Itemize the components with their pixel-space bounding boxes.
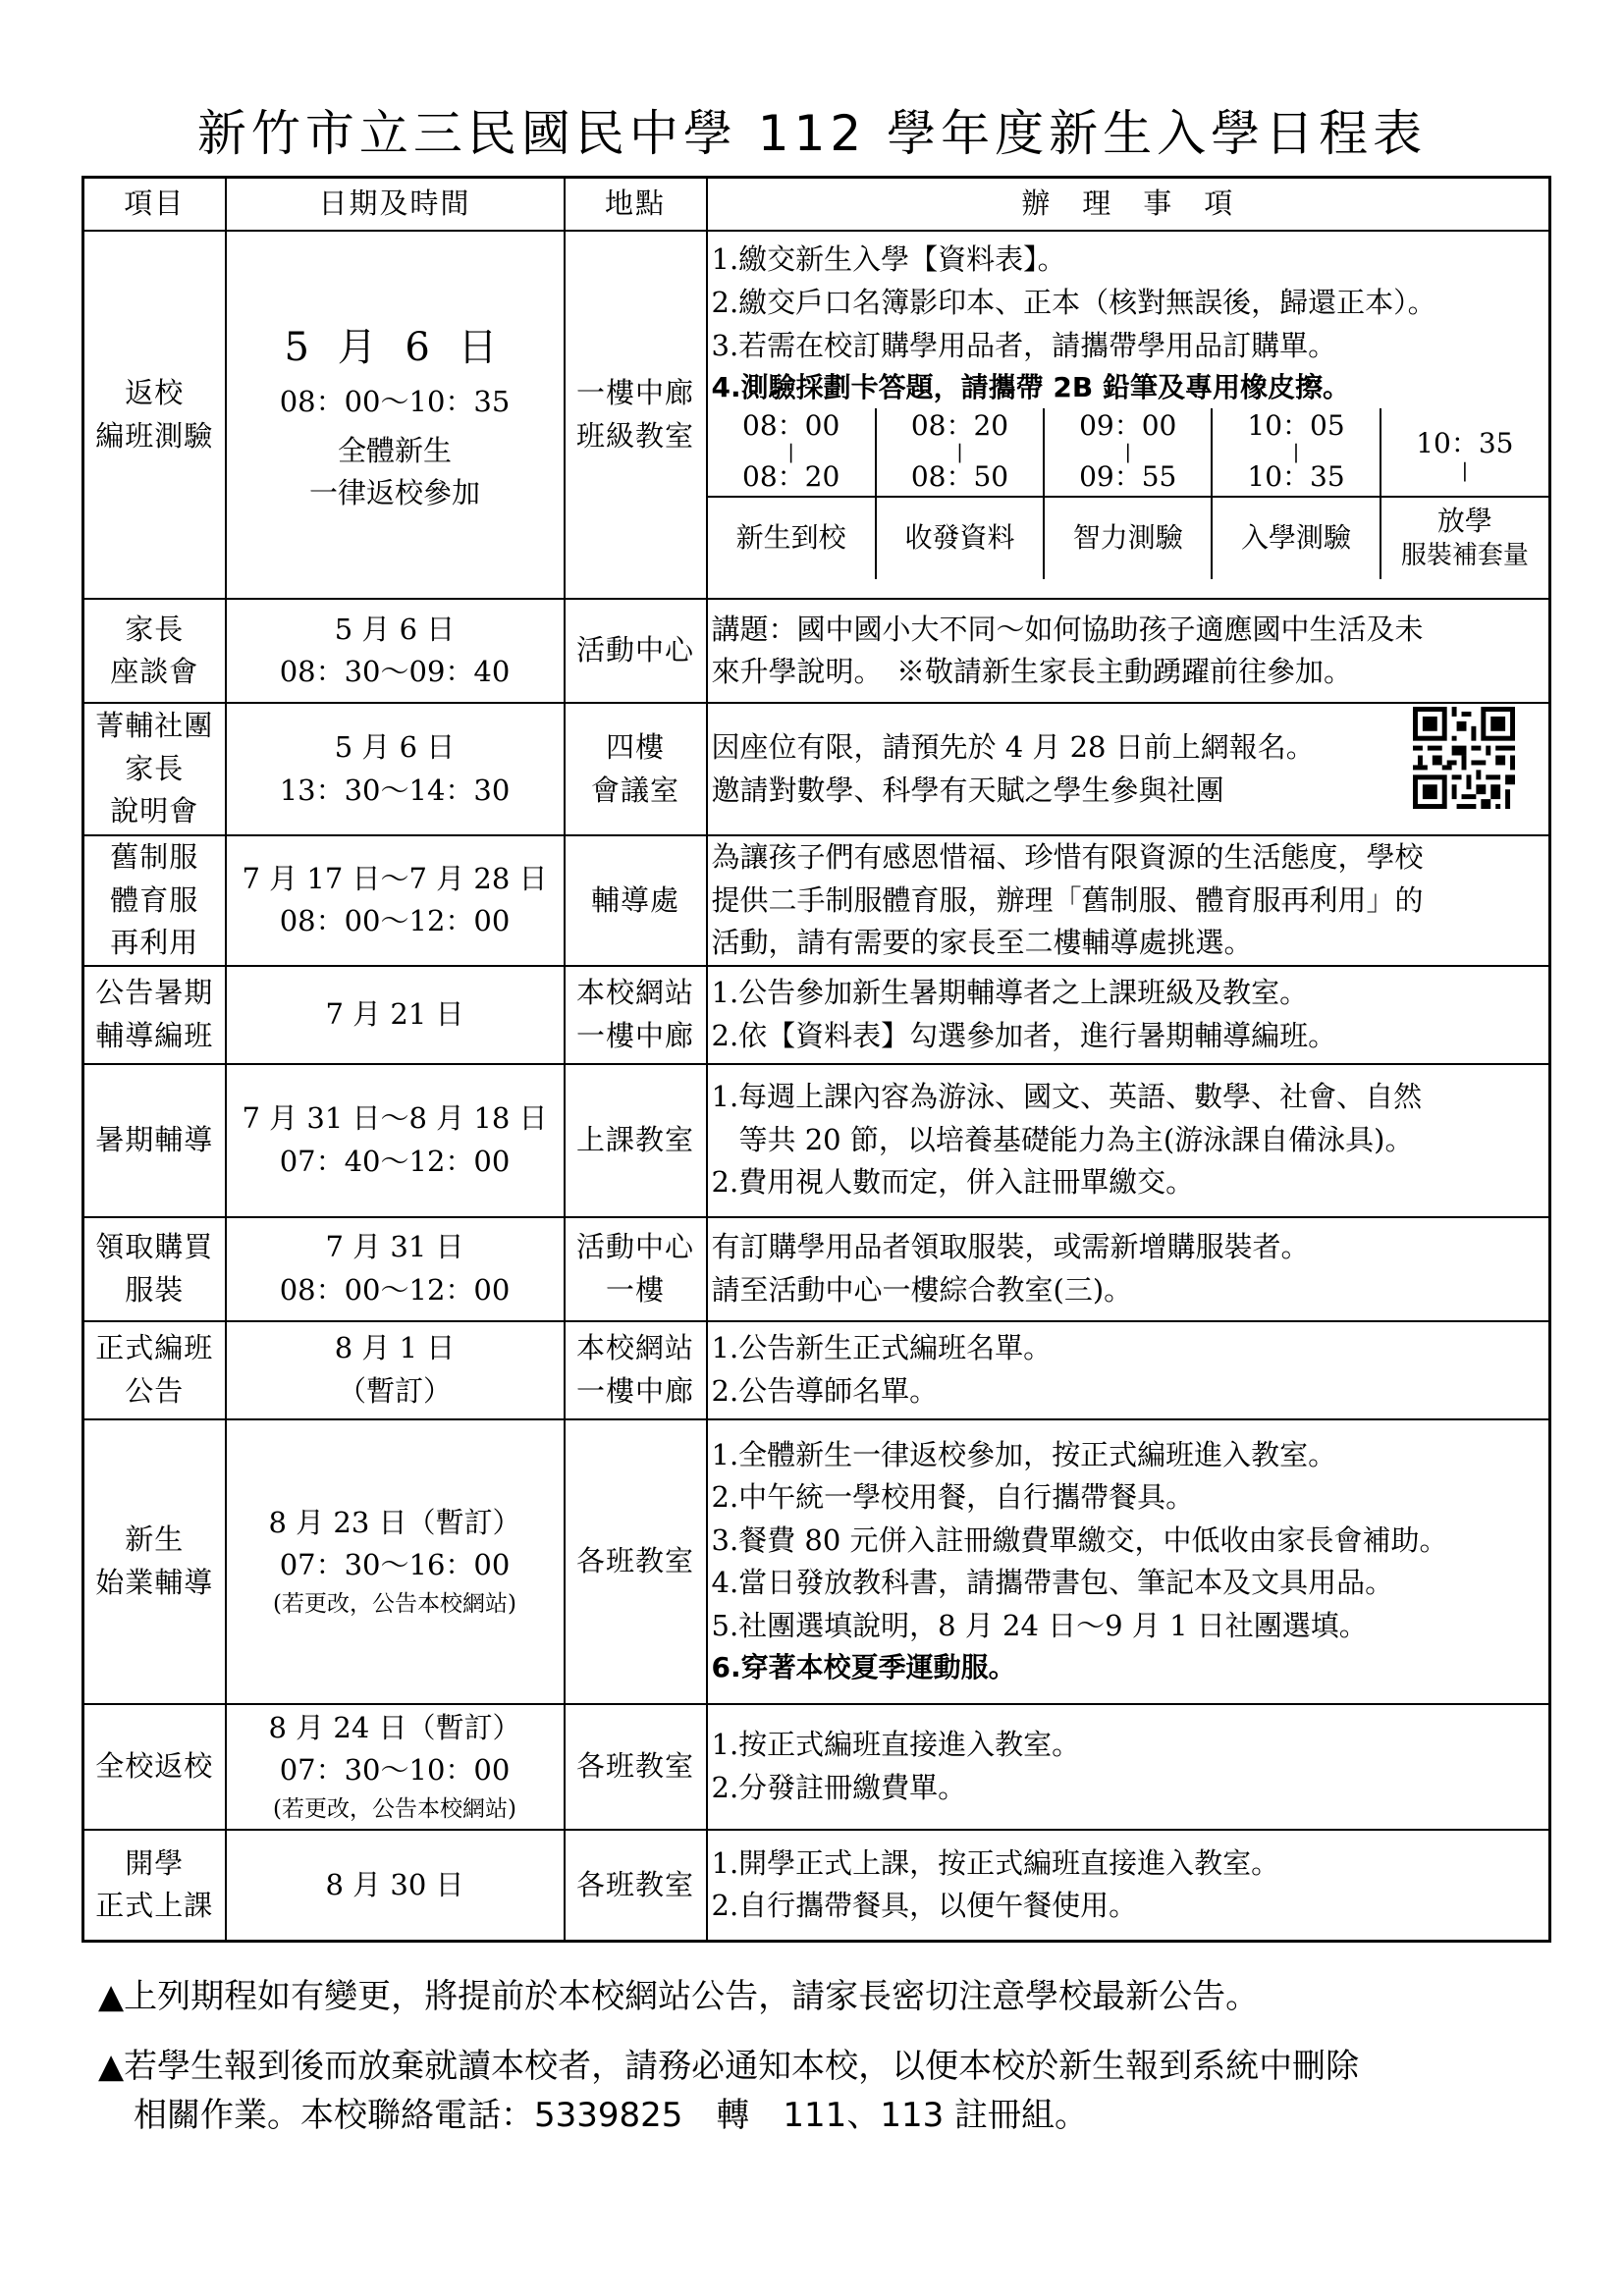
row-date: 7 月 21 日 (226, 966, 565, 1064)
timeline-table (708, 408, 1549, 579)
row-details: 因座位有限，請預先於 4 月 28 日前上網報名。 邀請對數學、科學有天賦之學生參與社團 (707, 703, 1550, 835)
header-location: 地點 (565, 178, 707, 232)
row-item: 正式編班 公告 (83, 1321, 226, 1419)
row-location: 本校網站 一樓中廊 (565, 966, 707, 1064)
row-item: 家長 座談會 (83, 599, 226, 703)
timeline-activity: 入學測驗 (1212, 497, 1380, 579)
table-row (83, 835, 1550, 966)
table-row (83, 1064, 1550, 1217)
row-date: 7 月 31 日 08：00～12：00 (226, 1217, 565, 1321)
note-schedule-change: ▲上列期程如有變更，將提前於本校網站公告，請家長密切注意學校最新公告。 (98, 1977, 1260, 2016)
row-details: 1.公告新生正式編班名單。 2.公告導師名單。 (707, 1321, 1550, 1419)
row-location: 上課教室 (565, 1064, 707, 1217)
table-row (83, 1830, 1550, 1942)
table-row (83, 599, 1550, 703)
row-date: 7 月 17 日～7 月 28 日 08：00～12：00 (226, 835, 565, 966)
timeline-activity: 收發資料 (876, 497, 1044, 579)
header-item: 項目 (83, 178, 226, 232)
row-item: 領取購買 服裝 (83, 1217, 226, 1321)
timeline-activity: 放學 服裝補套量 (1380, 497, 1548, 579)
row-details: 1.全體新生一律返校參加，按正式編班進入教室。 2.中午統一學校用餐，自行攜帶餐具。 3.餐費 80 元併入註冊繳費單繳交，中低收由家長會補助。 4.當日發放教科書，請攜帶書包、筆記本及文具用品。 5.社團選填說明，8 月 24 日～9 月 1 日社團選填。 6.穿著本校夏季運動服。 (707, 1419, 1550, 1704)
row-location: 各班教室 (565, 1419, 707, 1704)
row-location: 本校網站 一樓中廊 (565, 1321, 707, 1419)
row-date: 7 月 31 日～8 月 18 日 07：40～12：00 (226, 1064, 565, 1217)
row-item: 全校返校 (83, 1704, 226, 1830)
row-date: 5 月 6 日 13：30～14：30 (226, 703, 565, 835)
table-row (83, 1704, 1550, 1830)
row-item: 菁輔社團 家長 說明會 (83, 703, 226, 835)
row-details: 1.按正式編班直接進入教室。 2.分發註冊繳費單。 (707, 1704, 1550, 1830)
row-details: 1.開學正式上課，按正式編班直接進入教室。 2.自行攜帶餐具，以便午餐使用。 (707, 1830, 1550, 1942)
table-row (83, 703, 1550, 835)
table-row (83, 231, 1550, 599)
row-item: 公告暑期 輔導編班 (83, 966, 226, 1064)
footnotes (98, 1973, 1571, 2140)
row-location: 活動中心 (565, 599, 707, 703)
row-item: 開學 正式上課 (83, 1830, 226, 1942)
note-withdrawal: ▲若學生報到後而放棄就讀本校者，請務必通知本校，以便本校於新生報到系統中刪除 相關作業。本校聯絡電話：5339825 轉 111、113 註冊組。 (98, 2047, 1360, 2135)
row-details: 為讓孩子們有感恩惜福、珍惜有限資源的生活態度，學校 提供二手制服體育服，辦理「舊制服、體育服再利用」的 活動，請有需要的家長至二樓輔導處挑選。 (707, 835, 1550, 966)
qr-code-icon[interactable] (1413, 707, 1515, 809)
schedule-table (81, 176, 1551, 1943)
row-item: 暑期輔導 (83, 1064, 226, 1217)
timeline-slot: 09：00 | 09：55 (1044, 408, 1212, 497)
row-date: 5 月 6 日 08：00～10：35 全體新生 一律返校參加 (226, 231, 565, 599)
row-item: 返校 編班測驗 (83, 231, 226, 599)
row-date: 8 月 1 日 （暫訂） (226, 1321, 565, 1419)
page-title: 新竹市立三民國民中學 112 學年度新生入學日程表 (196, 105, 1428, 162)
row-details: 1.每週上課內容為游泳、國文、英語、數學、社會、自然 等共 20 節，以培養基礎能力為主(游泳課自備泳具)。 2.費用視人數而定，併入註冊單繳交。 (707, 1064, 1550, 1217)
row-location: 各班教室 (565, 1704, 707, 1830)
header-date: 日期及時間 (226, 178, 565, 232)
row-location: 一樓中廊 班級教室 (565, 231, 707, 599)
row-date: 8 月 24 日（暫訂） 07：30～10：00 (若更改，公告本校網站) (226, 1704, 565, 1830)
table-row (83, 1217, 1550, 1321)
table-row (83, 966, 1550, 1064)
row-details: 1.繳交新生入學【資料表】。 2.繳交戶口名簿影印本、正本（核對無誤後，歸還正本）。 3.若需在校訂購學用品者，請攜帶學用品訂購單。 4.測驗採劃卡答題，請攜帶 2B 鉛筆及專用橡皮擦。 08：00 | 08：20 08：20 | 08：50 09：00 | 09：55 10：05 | 10：35 10：35 | 新生到校 收發資料 智力測驗 入學測驗 放學 服裝補套量 (707, 231, 1550, 599)
row-location: 輔導處 (565, 835, 707, 966)
timeline-slot: 08：20 | 08：50 (876, 408, 1044, 497)
row-details: 有訂購學用品者領取服裝，或需新增購服裝者。 請至活動中心一樓綜合教室(三)。 (707, 1217, 1550, 1321)
row-date: 8 月 23 日（暫訂） 07：30～16：00 (若更改，公告本校網站) (226, 1419, 565, 1704)
table-row (83, 1419, 1550, 1704)
row-details: 講題：國中國小大不同～如何協助孩子適應國中生活及未 來升學說明。 ※敬請新生家長主動踴躍前往參加。 (707, 599, 1550, 703)
row-location: 四樓 會議室 (565, 703, 707, 835)
row-location: 各班教室 (565, 1830, 707, 1942)
header-details: 辦 理 事 項 (707, 178, 1550, 232)
timeline-slot: 08：00 | 08：20 (708, 408, 876, 497)
row-item: 新生 始業輔導 (83, 1419, 226, 1704)
row-date: 8 月 30 日 (226, 1830, 565, 1942)
row-item: 舊制服 體育服 再利用 (83, 835, 226, 966)
table-header-row (83, 178, 1550, 232)
row-details: 1.公告參加新生暑期輔導者之上課班級及教室。 2.依【資料表】勾選參加者，進行暑期輔導編班。 (707, 966, 1550, 1064)
row-location: 活動中心 一樓 (565, 1217, 707, 1321)
timeline-slot: 10：05 | 10：35 (1212, 408, 1380, 497)
timeline-activity: 新生到校 (708, 497, 876, 579)
timeline-slot: 10：35 | (1380, 408, 1548, 497)
table-row (83, 1321, 1550, 1419)
row-date: 5 月 6 日 08：30～09：40 (226, 599, 565, 703)
timeline-activity: 智力測驗 (1044, 497, 1212, 579)
